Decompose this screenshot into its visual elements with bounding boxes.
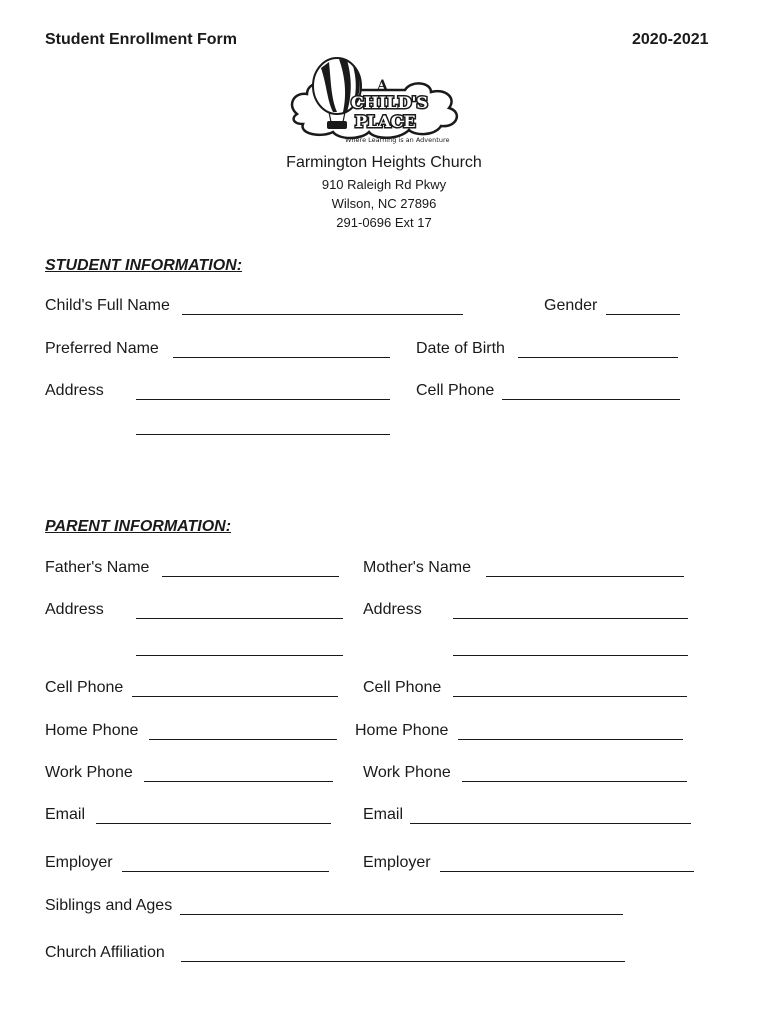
mother-address-field-1[interactable] bbox=[453, 618, 688, 619]
mother-address-field-2[interactable] bbox=[453, 655, 688, 656]
mother-email-field[interactable] bbox=[410, 823, 691, 824]
school-year: 2020-2021 bbox=[632, 31, 709, 48]
father-name-label: Father's Name bbox=[45, 559, 150, 576]
logo-line-a: A bbox=[377, 78, 388, 94]
student-address-label: Address bbox=[45, 382, 104, 399]
father-work-phone-label: Work Phone bbox=[45, 764, 133, 781]
church-phone: 291-0696 Ext 17 bbox=[336, 215, 432, 230]
child-full-name-label: Child's Full Name bbox=[45, 297, 170, 314]
father-email-label: Email bbox=[45, 806, 86, 823]
logo-line-childs: CHILD'S bbox=[351, 93, 428, 112]
parent-info-heading: PARENT INFORMATION: bbox=[45, 518, 232, 535]
childs-place-logo bbox=[285, 56, 465, 148]
gender-field[interactable] bbox=[606, 314, 680, 315]
mother-name-field[interactable] bbox=[486, 576, 684, 577]
church-name: Farmington Heights Church bbox=[286, 154, 482, 171]
student-cell-phone-field[interactable] bbox=[502, 399, 680, 400]
form-title: Student Enrollment Form bbox=[45, 31, 237, 48]
date-of-birth-field[interactable] bbox=[518, 357, 678, 358]
student-info-heading: STUDENT INFORMATION: bbox=[45, 257, 243, 274]
gender-label: Gender bbox=[544, 297, 598, 314]
mother-address-label: Address bbox=[363, 601, 422, 618]
father-name-field[interactable] bbox=[162, 576, 339, 577]
mother-home-phone-field[interactable] bbox=[458, 739, 683, 740]
date-of-birth-label: Date of Birth bbox=[416, 340, 505, 357]
mother-cell-phone-field[interactable] bbox=[453, 696, 687, 697]
logo-line-place: PLACE bbox=[355, 112, 416, 131]
father-home-phone-field[interactable] bbox=[149, 739, 337, 740]
father-employer-label: Employer bbox=[45, 854, 113, 871]
father-employer-field[interactable] bbox=[122, 871, 329, 872]
mother-employer-label: Employer bbox=[363, 854, 431, 871]
father-home-phone-label: Home Phone bbox=[45, 722, 139, 739]
preferred-name-field[interactable] bbox=[173, 357, 390, 358]
mother-work-phone-field[interactable] bbox=[462, 781, 687, 782]
father-cell-phone-field[interactable] bbox=[132, 696, 338, 697]
father-cell-phone-label: Cell Phone bbox=[45, 679, 124, 696]
logo-tagline: Where Learning is an Adventure bbox=[345, 136, 450, 144]
mother-work-phone-label: Work Phone bbox=[363, 764, 451, 781]
mother-home-phone-label: Home Phone bbox=[355, 722, 449, 739]
church-affiliation-label: Church Affiliation bbox=[45, 944, 165, 961]
student-cell-phone-label: Cell Phone bbox=[416, 382, 495, 399]
student-address-field-2[interactable] bbox=[136, 434, 390, 435]
child-full-name-field[interactable] bbox=[182, 314, 463, 315]
mother-employer-field[interactable] bbox=[440, 871, 694, 872]
church-affiliation-field[interactable] bbox=[181, 961, 625, 962]
siblings-field[interactable] bbox=[180, 914, 623, 915]
church-city: Wilson, NC 27896 bbox=[331, 196, 437, 211]
father-address-label: Address bbox=[45, 601, 104, 618]
mother-name-label: Mother's Name bbox=[363, 559, 471, 576]
student-address-field-1[interactable] bbox=[136, 399, 390, 400]
father-work-phone-field[interactable] bbox=[144, 781, 333, 782]
father-address-field-1[interactable] bbox=[136, 618, 343, 619]
mother-email-label: Email bbox=[363, 806, 404, 823]
father-address-field-2[interactable] bbox=[136, 655, 343, 656]
preferred-name-label: Preferred Name bbox=[45, 340, 159, 357]
church-street: 910 Raleigh Rd Pkwy bbox=[321, 177, 447, 192]
father-email-field[interactable] bbox=[96, 823, 331, 824]
mother-cell-phone-label: Cell Phone bbox=[363, 679, 442, 696]
siblings-label: Siblings and Ages bbox=[45, 897, 173, 914]
